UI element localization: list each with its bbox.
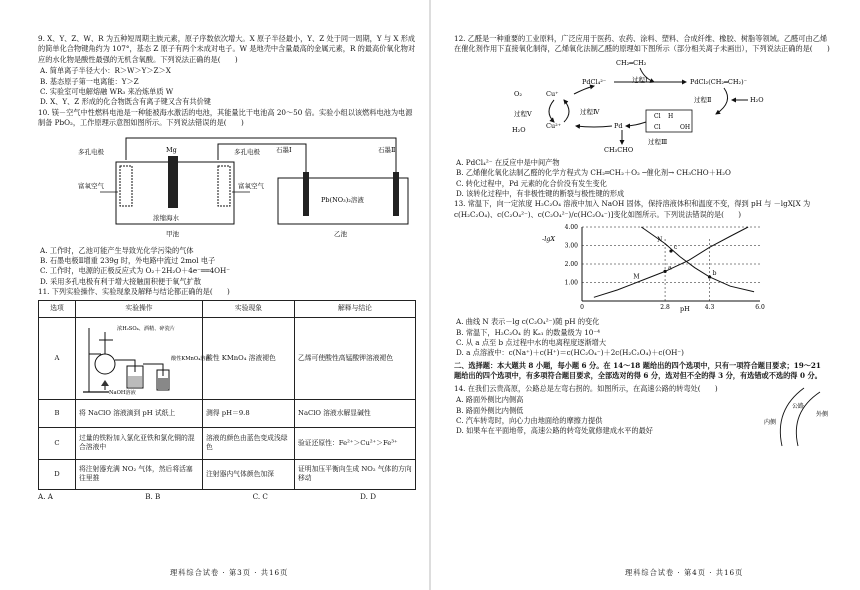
cell-a-label: 甲池 [166, 229, 179, 238]
point-c [669, 250, 672, 253]
o2-label: O₂ [514, 89, 522, 98]
air-right-label: 富氧空气 [238, 181, 264, 190]
row-conclusion: 证明加压平衡向生成 NO₂ 气体的方向移动 [295, 459, 416, 489]
h2o-left-label: H₂O [512, 125, 526, 134]
graphite-1-label: 石墨Ⅰ [276, 145, 292, 154]
row-operation: 过量的铁粉加入氯化亚铁和氯化铜的混合溶液中 [76, 427, 203, 459]
q11-answer-b: B. B [145, 491, 161, 501]
row-conclusion: 乙烯可使酸性高锰酸钾溶液褪色 [295, 317, 416, 399]
table-header: 实验操作 [76, 300, 203, 317]
y-tick-label: 2.00 [564, 261, 578, 269]
row-operation: 将 NaClO 溶液滴到 pH 试纸上 [76, 399, 203, 427]
q14-option-c: C. 汽车转弯时，向心力由地面给的摩擦力提供 [456, 415, 603, 425]
table-header: 选项 [39, 300, 76, 317]
intermediate-label: PdCl₂(CH₂═CH₂)⁻ [690, 77, 748, 86]
air-left-label: 富氧空气 [78, 181, 104, 190]
series-label-N: N [657, 236, 663, 244]
graphite-2-label: 石墨Ⅱ [378, 145, 396, 154]
q14-option-d: D. 如果车在平面地带，高速公路的转弯处就修建成水平的最好 [456, 426, 653, 436]
acetaldehyde-label: CH₃CHO [604, 145, 634, 154]
series-line-M [594, 227, 748, 297]
q10-option-c: C. 工作时，电源的正极反应式为 O₂＋2H₂O＋4e⁻══4OH⁻ [40, 266, 231, 276]
row-phenomenon: 酸性 KMnO₄ 溶液褪色 [203, 317, 295, 399]
step4-label: 过程Ⅳ [580, 107, 600, 116]
row-conclusion: 验证还原性：Fe²⁺＞Cu²⁺＞Fe³⁺ [295, 427, 416, 459]
porous-electrode-left [120, 166, 132, 206]
table-row [39, 399, 416, 427]
apparatus-label-reagents: 浓H₂SO₄、酒精、碎瓷片 [117, 326, 175, 333]
ethylene-label: CH₂═CH₂ [616, 58, 647, 67]
q13-option-b: B. 常温下，H₂C₂O₄ 的 Kₐ₁ 的数量级为 10⁻⁴ [456, 327, 601, 337]
point-label-c: c [674, 244, 678, 252]
row-phenomenon: 测得 pH＝9.8 [203, 399, 295, 427]
q11-answer-c: C. C [252, 491, 268, 501]
cell-b-label: 乙池 [334, 229, 347, 238]
x-tick-label: 2.8 [660, 304, 670, 312]
row-operation: 将注射器充满 NO₂ 气体，然后将活塞往里推 [76, 459, 203, 489]
q13-option-c: C. 从 a 点至 b 点过程中水的电离程度逐渐增大 [456, 338, 607, 348]
q9-option-b: B. 基态原子第一电离能：Y＞Z [40, 76, 139, 86]
x-tick-label: 4.3 [704, 304, 715, 312]
row-phenomenon: 溶液的颜色由蓝色变成浅绿色 [203, 427, 295, 459]
question-11 [38, 287, 416, 500]
h-label: H [668, 112, 674, 120]
q11-stem: 11. 下列实验操作、实验现象及解释与结论都正确的是( ) [38, 287, 230, 297]
q10-option-b: B. 石墨电极Ⅱ增重 239g 时，外电路中流过 2mol 电子 [40, 256, 216, 266]
left-footer: 理科综合试卷 · 第3页 · 共16页 [170, 568, 289, 577]
y-tick-label: 4.00 [564, 224, 578, 232]
q10-option-d: D. 采用多孔电极有利于增大接触面积便于氧气扩散 [40, 276, 202, 286]
step5-label: 过程Ⅴ [514, 109, 532, 118]
q9-option-c: C. 实验室可电解熔融 WR₃ 来冶炼单质 W [40, 87, 174, 97]
question-13 [454, 199, 830, 358]
battery-diagram [38, 130, 416, 242]
row-option: A [39, 317, 76, 399]
section-two-instructions: 二、选择题：本大题共 8 小题，每小题 6 分。在 14～18 题给出的四个选项中，只有一项符合题目要求；19～21 题给出的四个选项中，有多项符合题目要求，全部选对的得 6 分，选对但不全的得 3 分，有选错或不选的得 0 分。 [454, 360, 822, 381]
apparatus-label-naoh: NaOH溶液 [109, 390, 136, 397]
q11-answer-a: A. A [38, 491, 53, 501]
question-9 [38, 34, 416, 108]
question-10 [38, 108, 416, 287]
q13-option-d: D. a 点溶液中：c(Na⁺)＋c(H⁺)＝c(HC₂O₄⁻)＋2c(H₂C₂O₄)＋c(OH⁻) [456, 348, 684, 358]
row-option: B [39, 399, 76, 427]
cl-a-label: Cl [654, 112, 661, 120]
right-footer: 理科综合试卷 · 第4页 · 共16页 [625, 568, 744, 577]
point-label-a: a [668, 264, 672, 272]
q9-option-d: D. X、Y、Z 形成的化合物既含有离子键又含有共价键 [40, 97, 211, 107]
y-tick-label: 1.00 [564, 279, 578, 287]
q12-option-b: B. 乙烯催化氧化法制乙醛的化学方程式为 CH₂═CH₂＋O₂ ─催化剂→ CH₃CHO＋H₂O [456, 168, 731, 178]
point-b [708, 276, 711, 279]
cl-b-label: Cl [654, 123, 661, 131]
point-a [663, 270, 666, 273]
cu2-label: Cu²⁺ [546, 121, 562, 130]
apparatus-illustration [79, 320, 211, 397]
h2o-right-label: H₂O [750, 95, 764, 104]
x-tick-label: 0 [580, 304, 584, 312]
q11-answers [38, 492, 416, 501]
chart-ylabel: -lgX [542, 235, 556, 244]
oh-label: OH [680, 123, 691, 131]
outer-side-label: 外侧 [816, 410, 829, 418]
row-option: D [39, 459, 76, 489]
table-header: 实验现象 [203, 300, 295, 317]
q11-answer-d: D. D [360, 491, 376, 501]
graphite-1 [303, 172, 309, 216]
q10-stem: 10. 镁－空气中性燃料电池是一种能被海水激活的电池，其能量比干电池高 20～50 倍。实验小组以该燃料电池为电源制备 PbO₂，工作原理示意图如图所示。下列说法错误的是( ) [38, 107, 413, 128]
step3-label: 过程Ⅲ [648, 137, 668, 146]
row-option: C [39, 427, 76, 459]
apparatus-cell [76, 317, 211, 399]
table-row [39, 459, 416, 489]
table-row [39, 427, 416, 459]
mg-label: Mg [166, 145, 177, 154]
right-page [430, 0, 860, 590]
q12-option-c: C. 转化过程中，Pd 元素的化合价没有发生变化 [456, 178, 607, 188]
solution-label: Pb(NO₃)₂溶液 [321, 195, 364, 204]
mg-electrode [168, 156, 178, 208]
inner-side-label: 内侧 [764, 418, 777, 426]
pd-label: Pd [614, 121, 623, 130]
question-14 [454, 384, 830, 437]
table-row [39, 317, 416, 399]
ph-chart [454, 221, 830, 313]
pdcl4-label: PdCl₄²⁻ [582, 77, 607, 86]
table-header-row [39, 300, 416, 317]
step2-label: 过程Ⅱ [694, 95, 712, 104]
row-conclusion: NaClO 溶液水解显碱性 [295, 399, 416, 427]
seawater-label: 浓缩海水 [153, 213, 179, 222]
x-tick-label: 6.0 [755, 304, 765, 312]
porous-electrode-right [218, 166, 230, 206]
q13-option-a: A. 曲线 N 表示－lg c(C₂O₄²⁻)随 pH 的变化 [456, 317, 600, 327]
q14-stem: 14. 在我们云贵高原，公路总是左弯右拐的。如图所示，在高速公路的转弯处( ) [454, 383, 718, 393]
cu1-label: Cu⁺ [546, 89, 559, 98]
q14-option-b: B. 路面外侧比内侧低 [456, 405, 524, 415]
step1-label: 过程Ⅰ [632, 75, 648, 84]
chart-xlabel: pH [680, 305, 690, 314]
q12-option-d: D. 该转化过程中，有非极性键的断裂与极性键的形成 [456, 189, 625, 199]
road-curve-diagram [764, 386, 834, 448]
row-phenomenon: 注射器内气体颜色加深 [203, 459, 295, 489]
graphite-2 [393, 172, 399, 216]
apparatus-label-kmno4: 酸性KMnO₄溶液 [171, 356, 211, 363]
catalytic-cycle-diagram [454, 56, 830, 154]
experiment-table [38, 300, 416, 490]
point-label-b: b [712, 270, 717, 278]
road-label: 公路 [792, 402, 805, 410]
table-header: 解释与结论 [295, 300, 416, 317]
question-12 [454, 34, 830, 199]
series-label-M: M [633, 273, 640, 281]
q9-stem: 9. X、Y、Z、W、R 为五种短周期主族元素，原子序数依次增大。X 原子半径最小，Y、Z 处于同一周期，Y 与 X 形成的简单化合物键角约为 107°，基态 Z 原子有两个未成对电子。W 是地壳中含量最高的金属元素，R 的最高价氧化物对应的水化物是酸性最强的无机含氧酸。下列说法正确的是( ) [38, 34, 416, 64]
q13-stem: 13. 常温下，向一定浓度 H₂C₂O₄ 溶液中加入 NaOH 固体，保持溶液体积和温度不变，得到 pH 与 －lgX[X 为 c(H₂C₂O₄)、c(C₂O₄²⁻)、c(C₂O₄²⁻)/c(HC₂O₄⁻)]变化如图所示。下列说法错误的是( ) [454, 199, 811, 219]
y-tick-label: 3.00 [564, 242, 578, 250]
porous-right-label: 多孔电极 [234, 147, 260, 156]
porous-left-label: 多孔电极 [78, 147, 104, 156]
q14-option-a: A. 路面外侧比内侧高 [456, 395, 524, 405]
q12-stem: 12. 乙醛是一种重要的工业原料，广泛应用于医药、农药、涂料、塑料、合成纤维、橡胶、树脂等领域。乙醛可由乙烯在催化剂作用下直接氧化制得，乙烯氧化法制乙醛的原理如下图所示（部分相关离子未画出），下列说法正确的是( ) [454, 34, 830, 54]
q10-option-a: A. 工作时，乙池可能产生导致光化学污染的气体 [40, 245, 194, 255]
q12-option-a: A. PdCl₄²⁻ 在反应中是中间产物 [456, 157, 560, 167]
q9-option-a: A. 简单离子半径大小：R＞W＞Y＞Z＞X [40, 66, 171, 76]
